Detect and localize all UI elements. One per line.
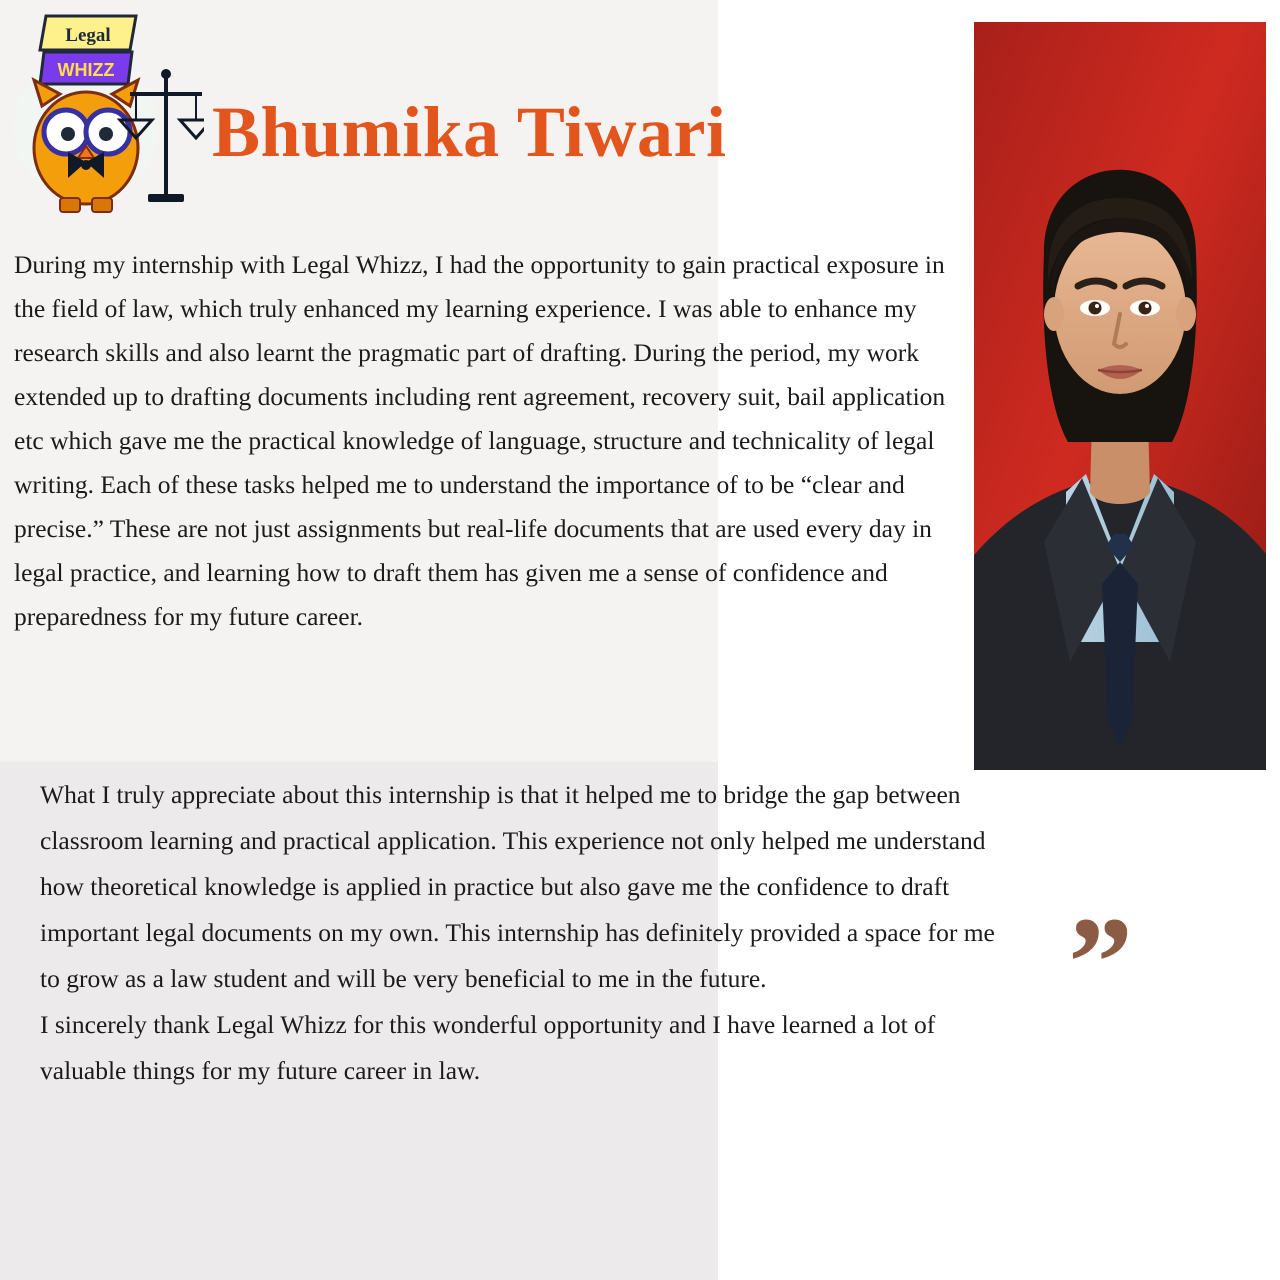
testimonial-paragraph-two-b: I sincerely thank Legal Whizz for this wonderful opportunity and I have learned a lot of valuable things for my future career in law.: [40, 1010, 936, 1085]
svg-text:Legal: Legal: [65, 25, 111, 46]
portrait-photo: [974, 22, 1266, 770]
quote-mark-icon: ”: [1068, 891, 1133, 1035]
page-title: Bhumika Tiwari: [212, 92, 727, 172]
legal-whizz-owl-logo-icon: [14, 10, 204, 222]
testimonial-paragraph-two: [40, 772, 1020, 1094]
testimonial-paragraph-two-a: What I truly appreciate about this internship is that it helped me to bridge the gap between classroom learning and practical application. This experience not only helped me understand how theoretical knowledge is applied in practice but also gave me the confidence to draft important legal documents on my own. This internship has definitely provided a space for me to grow as a law student and will be very beneficial to me in the future.: [40, 780, 995, 993]
testimonial-paragraph-one: During my internship with Legal Whizz, I had the opportunity to gain practical exposure in the field of law, which truly enhanced my learning experience. I was able to enhance my research skills and also learnt the pragmatic part of drafting. During the period, my work extended up to drafting documents including rent agreement, recovery suit, bail application etc which gave me the practical knowledge of language, structure and technicality of legal writing. Each of these tasks helped me to understand the importance of to be “clear and precise.” These are not just assignments but real-life documents that are used every day in legal practice, and learning how to draft them has given me a sense of confidence and preparedness for my future career.: [14, 250, 946, 631]
svg-text:WHIZZ: WHIZZ: [57, 60, 115, 80]
